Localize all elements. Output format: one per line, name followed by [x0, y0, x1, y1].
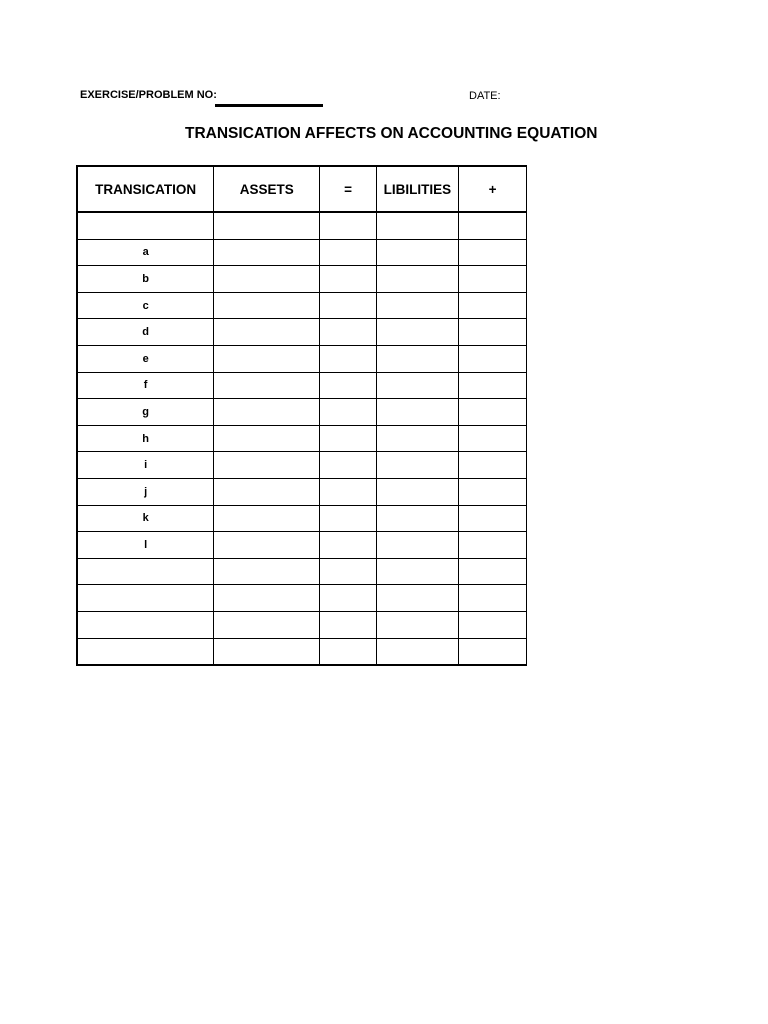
equals-cell	[320, 558, 376, 585]
equals-cell	[320, 585, 376, 612]
equals-cell	[320, 266, 376, 293]
transaction-cell	[77, 611, 214, 638]
liabilities-cell	[376, 345, 458, 372]
transaction-table	[76, 165, 527, 666]
assets-cell	[214, 266, 320, 293]
assets-cell	[214, 505, 320, 532]
column-header-equals: =	[320, 166, 376, 212]
plus-cell	[459, 292, 527, 319]
equals-cell	[320, 425, 376, 452]
transaction-cell: e	[77, 345, 214, 372]
liabilities-cell	[376, 452, 458, 479]
table-header-row	[77, 166, 527, 212]
transaction-cell	[77, 638, 214, 665]
plus-cell	[459, 212, 527, 239]
table-row	[77, 239, 527, 266]
liabilities-cell	[376, 239, 458, 266]
assets-cell	[214, 452, 320, 479]
table-row	[77, 611, 527, 638]
liabilities-cell	[376, 319, 458, 346]
assets-cell	[214, 558, 320, 585]
plus-cell	[459, 558, 527, 585]
plus-cell	[459, 372, 527, 399]
liabilities-cell	[376, 505, 458, 532]
plus-cell	[459, 319, 527, 346]
assets-cell	[214, 638, 320, 665]
equals-cell	[320, 478, 376, 505]
assets-cell	[214, 345, 320, 372]
assets-cell	[214, 585, 320, 612]
transaction-cell: b	[77, 266, 214, 293]
column-header-plus: +	[459, 166, 527, 212]
column-header-assets: ASSETS	[214, 166, 320, 212]
assets-cell	[214, 319, 320, 346]
assets-cell	[214, 425, 320, 452]
plus-cell	[459, 452, 527, 479]
transaction-cell	[77, 558, 214, 585]
equals-cell	[320, 452, 376, 479]
page-title: TRANSICATION AFFECTS ON ACCOUNTING EQUATION	[185, 125, 598, 142]
transaction-cell: i	[77, 452, 214, 479]
table-row	[77, 585, 527, 612]
equals-cell	[320, 345, 376, 372]
transaction-cell	[77, 212, 214, 239]
liabilities-cell	[376, 611, 458, 638]
liabilities-cell	[376, 558, 458, 585]
liabilities-cell	[376, 638, 458, 665]
equals-cell	[320, 372, 376, 399]
assets-cell	[214, 611, 320, 638]
liabilities-cell	[376, 266, 458, 293]
transaction-cell: f	[77, 372, 214, 399]
transaction-cell: h	[77, 425, 214, 452]
transaction-cell: a	[77, 239, 214, 266]
table-row	[77, 372, 527, 399]
assets-cell	[214, 478, 320, 505]
table-row	[77, 478, 527, 505]
transaction-cell: c	[77, 292, 214, 319]
column-header-transaction: TRANSICATION	[77, 166, 214, 212]
liabilities-cell	[376, 212, 458, 239]
liabilities-cell	[376, 585, 458, 612]
table-row	[77, 266, 527, 293]
equals-cell	[320, 292, 376, 319]
equals-cell	[320, 212, 376, 239]
liabilities-cell	[376, 399, 458, 426]
plus-cell	[459, 345, 527, 372]
assets-cell	[214, 292, 320, 319]
equals-cell	[320, 638, 376, 665]
table-row	[77, 212, 527, 239]
transaction-cell: d	[77, 319, 214, 346]
table-row	[77, 638, 527, 665]
assets-cell	[214, 212, 320, 239]
transaction-cell: l	[77, 532, 214, 559]
plus-cell	[459, 266, 527, 293]
plus-cell	[459, 585, 527, 612]
equals-cell	[320, 505, 376, 532]
transaction-cell: g	[77, 399, 214, 426]
plus-cell	[459, 638, 527, 665]
table-row	[77, 505, 527, 532]
assets-cell	[214, 239, 320, 266]
liabilities-cell	[376, 478, 458, 505]
transaction-cell: j	[77, 478, 214, 505]
liabilities-cell	[376, 532, 458, 559]
assets-cell	[214, 399, 320, 426]
table-row	[77, 292, 527, 319]
liabilities-cell	[376, 425, 458, 452]
column-header-liabilities: LIBILITIES	[376, 166, 458, 212]
table-row	[77, 558, 527, 585]
plus-cell	[459, 505, 527, 532]
table-row	[77, 399, 527, 426]
plus-cell	[459, 532, 527, 559]
transaction-cell: k	[77, 505, 214, 532]
date-label: DATE:	[469, 90, 501, 102]
liabilities-cell	[376, 292, 458, 319]
plus-cell	[459, 239, 527, 266]
table-row	[77, 319, 527, 346]
plus-cell	[459, 611, 527, 638]
equals-cell	[320, 319, 376, 346]
table-row	[77, 345, 527, 372]
equals-cell	[320, 239, 376, 266]
assets-cell	[214, 532, 320, 559]
assets-cell	[214, 372, 320, 399]
plus-cell	[459, 425, 527, 452]
transaction-cell	[77, 585, 214, 612]
table-row	[77, 452, 527, 479]
equals-cell	[320, 532, 376, 559]
equals-cell	[320, 399, 376, 426]
equals-cell	[320, 611, 376, 638]
exercise-problem-label: EXERCISE/PROBLEM NO:	[80, 89, 217, 101]
exercise-number-blank-line	[215, 104, 323, 107]
liabilities-cell	[376, 372, 458, 399]
table-row	[77, 425, 527, 452]
table-row	[77, 532, 527, 559]
plus-cell	[459, 399, 527, 426]
plus-cell	[459, 478, 527, 505]
